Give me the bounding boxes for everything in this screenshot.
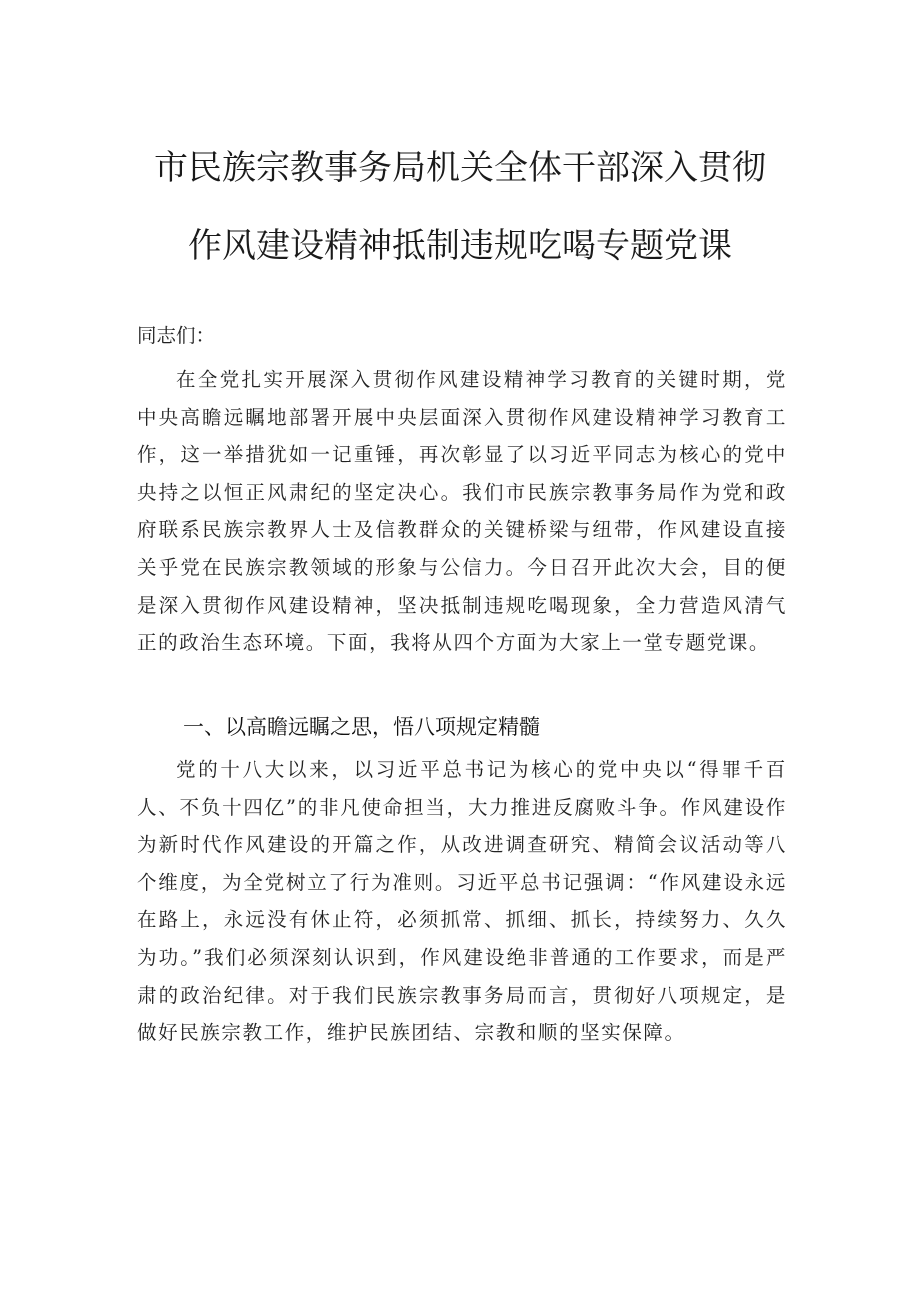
section-heading-1: 一、以高瞻远瞩之思，悟八项规定精髓 <box>183 715 540 739</box>
document-title-line-1: 市民族宗教事务局机关全体干部深入贯彻 <box>154 148 766 188</box>
salutation: 同志们： <box>137 324 216 347</box>
paragraph-section-1: 党的十八大以来，以习近平总书记为核心的党中央以“得罪千百人、不负十四亿”的非凡使命担当，大力推进反腐败斗争。作风建设作为新时代作风建设的开篇之作，从改进调查研究、精简会议活动等八个维度，为全党树立了行为准则。习近平总书记强调：“作风建设永远在路上，永远没有休止符，必须抓常、抓细、抓长，持续努力、久久为功。”我们必须深刻认识到，作风建设绝非普通的工作要求，而是严肃的政治纪律。对于我们民族宗教事务局而言，贯彻好八项规定，是做好民族宗教工作，维护民族团结、宗教和顺的坚实保障。 <box>137 758 787 1045</box>
document-title-line-2: 作风建设精神抵制违规吃喝专题党课 <box>188 226 732 266</box>
paragraph-intro: 在全党扎实开展深入贯彻作风建设精神学习教育的关键时期，党中央高瞻远瞩地部署开展中央层面深入贯彻作风建设精神学习教育工作，这一举措犹如一记重锤，再次彰显了以习近平同志为核心的党中央持之以恒正风肃纪的坚定决心。我们市民族宗教事务局作为党和政府联系民族宗教界人士及信教群众的关键桥梁与纽带，作风建设直接关乎党在民族宗教领域的形象与公信力。今日召开此次大会，目的便是深入贯彻作风建设精神，坚决抵制违规吃喝现象，全力营造风清气正的政治生态环境。下面，我将从四个方面为大家上一堂专题党课。 <box>137 368 787 655</box>
